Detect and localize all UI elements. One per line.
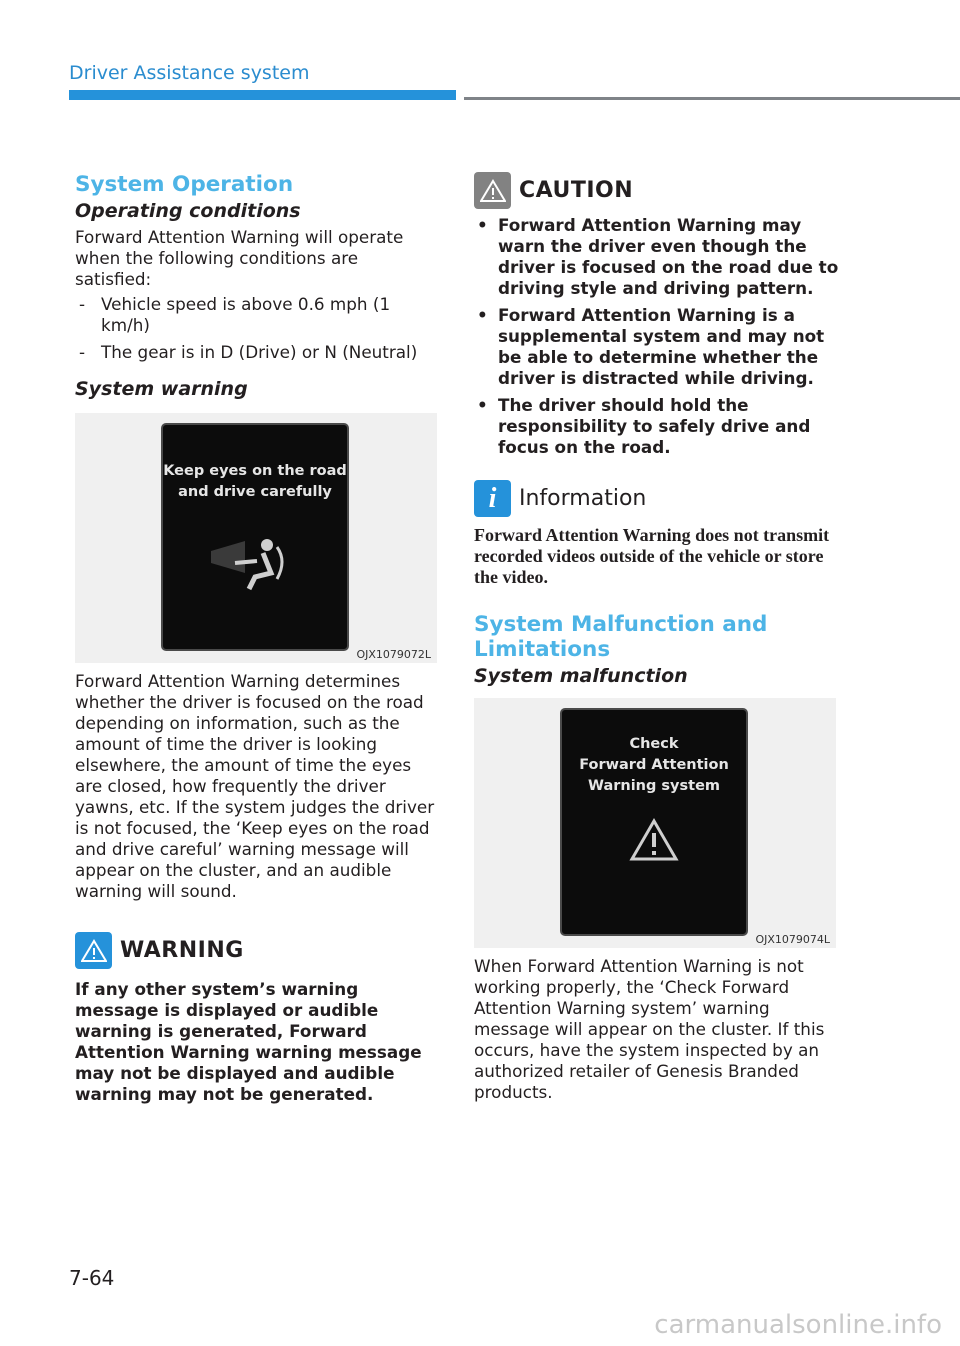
condition-item: - Vehicle speed is above 0.6 mph (1 km/h) [79, 294, 391, 335]
screen-message-line: Check [629, 736, 679, 752]
caution-item: • The driver should hold the responsibility to safely drive and focus on the road. [477, 395, 811, 457]
subtitle-system-malfunction: System malfunction [474, 665, 688, 687]
warning-text: If any other system’s warning message is displayed or audible warning is generated, Forward Attention Warning warning message may not be displayed and audible warning may not be generated. [75, 979, 422, 1104]
screen-message-line: Keep eyes on the road [163, 463, 347, 479]
warning-header [75, 932, 437, 969]
bullet-marker: • [477, 305, 488, 325]
dash-marker: - [79, 342, 86, 362]
warning-description: Forward Attention Warning determines whether the driver is focused on the road depending on information, such as the amount of time the driver is looking elsewhere, the amount of time the eyes are closed, how frequently the driver yawns, etc. If the system judges the driver is not focused, the ‘Keep eyes on the road and drive careful’ warning message will appear on the cluster, and an audible warning will sound. [75, 671, 435, 901]
caution-item: • Forward Attention Warning is a supplemental system and may not be able to determine whether the driver is distracted while driving. [477, 305, 825, 388]
caution-label: CAUTION [519, 178, 634, 203]
info-icon: i [474, 480, 511, 517]
figure-code: OJX1079074L [755, 933, 830, 946]
information-text: Forward Attention Warning does not transmit recorded videos outside of the vehicle or store the video. [474, 525, 830, 587]
subtitle-operating-conditions: Operating conditions [75, 200, 301, 222]
warning-label: WARNING [120, 938, 244, 963]
driver-attention-icon [205, 533, 305, 593]
warning-triangle-icon [629, 818, 679, 862]
conditions-list [75, 294, 437, 363]
dash-marker: - [79, 294, 86, 314]
figure-code: OJX1079072L [356, 648, 431, 661]
malfunction-description: When Forward Attention Warning is not working properly, the ‘Check Forward Attention Warning system’ warning message will appear on the cluster. If this occurs, have the system inspected by an authorized retailer of Genesis Branded products. [474, 956, 825, 1102]
screen-message-line: Forward Attention [579, 757, 729, 773]
bullet-marker: • [477, 215, 488, 235]
operating-intro: Forward Attention Warning will operate when the following conditions are satisfied: [75, 227, 404, 289]
page-number: 7-64 [69, 1266, 115, 1290]
header-rule-gray [464, 97, 960, 100]
information-label: Information [519, 486, 647, 511]
bullet-marker: • [477, 395, 488, 415]
caution-box [474, 172, 840, 458]
figure-keep-eyes [75, 413, 437, 663]
figure-check-system [474, 698, 836, 948]
caution-triangle-icon [474, 172, 511, 209]
information-box [474, 480, 840, 588]
warning-triangle-icon [75, 932, 112, 969]
subtitle-system-warning: System warning [75, 378, 248, 400]
caution-header [474, 172, 840, 209]
caution-item: • Forward Attention Warning may warn the driver even though the driver is focused on the road due to driving style and driving pattern. [477, 215, 839, 298]
header-rule-blue [69, 90, 456, 100]
right-column [474, 172, 840, 1103]
information-header [474, 480, 840, 517]
condition-item: - The gear is in D (Drive) or N (Neutral) [79, 342, 418, 362]
left-column [75, 172, 437, 1105]
screen-message-line: Warning system [587, 778, 721, 794]
header-title: Driver Assistance system [69, 62, 310, 84]
watermark: carmanualsonline.info [654, 1310, 942, 1340]
cluster-screen [161, 423, 349, 651]
section-title-malfunction: System Malfunction and Limitations [474, 612, 768, 662]
screen-message-line: and drive carefully [178, 484, 332, 500]
cluster-screen [560, 708, 748, 936]
warning-box [75, 932, 437, 1105]
caution-list [474, 215, 840, 458]
section-title-system-operation: System Operation [75, 172, 294, 197]
